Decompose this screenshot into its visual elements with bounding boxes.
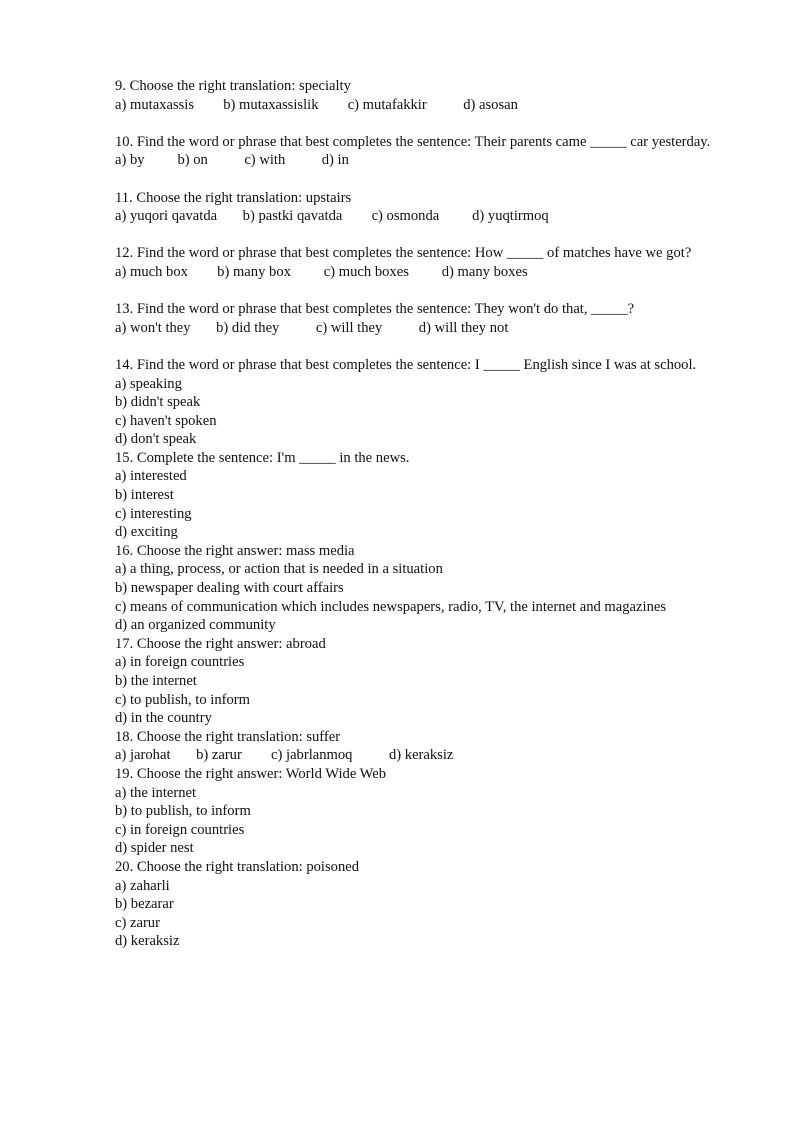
option-b: b) did they — [216, 319, 280, 336]
option-c: c) mutafakkir — [347, 96, 427, 113]
question-9: 9. Choose the right translation: specialty — [115, 78, 351, 94]
question-10: 10. Find the word or phrase that best completes the sentence: Their parents came _____ car yesterday. — [115, 133, 711, 150]
options-row-10 — [115, 151, 743, 170]
option-b: b) zarur — [196, 747, 242, 764]
option-d: d) yuqtirmoq — [472, 208, 549, 225]
option-c: c) in foreign countries — [115, 821, 245, 838]
option-a: a) mutaxassis — [115, 96, 195, 113]
option-a: a) yuqori qavatda — [115, 208, 218, 225]
option-c: c) will they — [315, 319, 383, 336]
question-18: 18. Choose the right translation: suffer — [115, 728, 341, 745]
option-c: c) means of communication which includes newspapers, radio, TV, the internet and magazines — [115, 598, 667, 615]
option-b: b) interest — [115, 487, 174, 504]
options-row-18 — [115, 746, 743, 765]
question-14: 14. Find the word or phrase that best completes the sentence: I _____ English since I was at school. — [115, 356, 697, 373]
option-c: c) much boxes — [323, 263, 409, 280]
options-row-12 — [115, 263, 743, 282]
option-b: b) the internet — [115, 673, 197, 689]
option-c: c) to publish, to inform — [115, 691, 250, 708]
option-b: b) newspaper dealing with court affairs — [115, 580, 344, 597]
option-d: d) many boxes — [441, 263, 528, 280]
option-c: c) haven't spoken — [115, 412, 217, 429]
option-d: d) keraksiz — [388, 747, 454, 764]
option-c: c) with — [244, 152, 286, 169]
option-b: b) mutaxassislik — [223, 96, 319, 113]
option-a: a) zaharli — [115, 877, 170, 894]
option-a: a) by — [115, 152, 145, 169]
question-16: 16. Choose the right answer: mass media — [115, 542, 355, 559]
document-page — [115, 77, 743, 951]
option-a: a) a thing, process, or action that is needed in a situation — [115, 561, 443, 578]
option-c: c) zarur — [115, 914, 160, 931]
option-d: d) an organized community — [115, 617, 276, 634]
option-b: b) to publish, to inform — [115, 803, 251, 820]
option-d: d) spider nest — [115, 840, 194, 857]
question-12: 12. Find the word or phrase that best completes the sentence: How _____ of matches have we got? — [115, 245, 692, 262]
option-d: d) keraksiz — [115, 933, 180, 950]
option-a: a) much box — [115, 263, 188, 280]
option-b: b) bezarar — [115, 896, 174, 913]
option-a: a) in foreign countries — [115, 654, 245, 671]
option-b: b) didn't speak — [115, 394, 201, 411]
option-c: c) interesting — [115, 505, 192, 522]
option-b: b) pastki qavatda — [242, 208, 343, 225]
option-d: d) will they not — [418, 319, 509, 336]
option-c: c) osmonda — [371, 208, 440, 225]
option-a: a) speaking — [115, 375, 182, 392]
question-20: 20. Choose the right translation: poisoned — [115, 858, 360, 875]
options-row-9 — [115, 96, 743, 115]
option-a: a) the internet — [115, 784, 197, 801]
option-c: c) jabrlanmoq — [271, 747, 353, 764]
question-17: 17. Choose the right answer: abroad — [115, 635, 326, 652]
question-13: 13. Find the word or phrase that best completes the sentence: They won't do that, _____? — [115, 301, 635, 318]
option-d: d) in — [321, 152, 349, 169]
option-b: b) many box — [217, 263, 291, 280]
options-row-11 — [115, 207, 743, 226]
option-a: a) interested — [115, 468, 187, 485]
question-15: 15. Complete the sentence: I'm _____ in the news. — [115, 449, 410, 466]
question-11: 11. Choose the right translation: upstairs — [115, 189, 352, 206]
option-d: d) in the country — [115, 710, 212, 727]
option-d: d) exciting — [115, 524, 178, 541]
option-a: a) won't they — [115, 319, 191, 336]
question-19: 19. Choose the right answer: World Wide Web — [115, 765, 387, 782]
option-a: a) jarohat — [115, 747, 171, 764]
option-d: d) asosan — [463, 96, 518, 113]
options-row-13 — [115, 319, 743, 338]
option-b: b) on — [177, 152, 208, 169]
option-d: d) don't speak — [115, 431, 197, 448]
